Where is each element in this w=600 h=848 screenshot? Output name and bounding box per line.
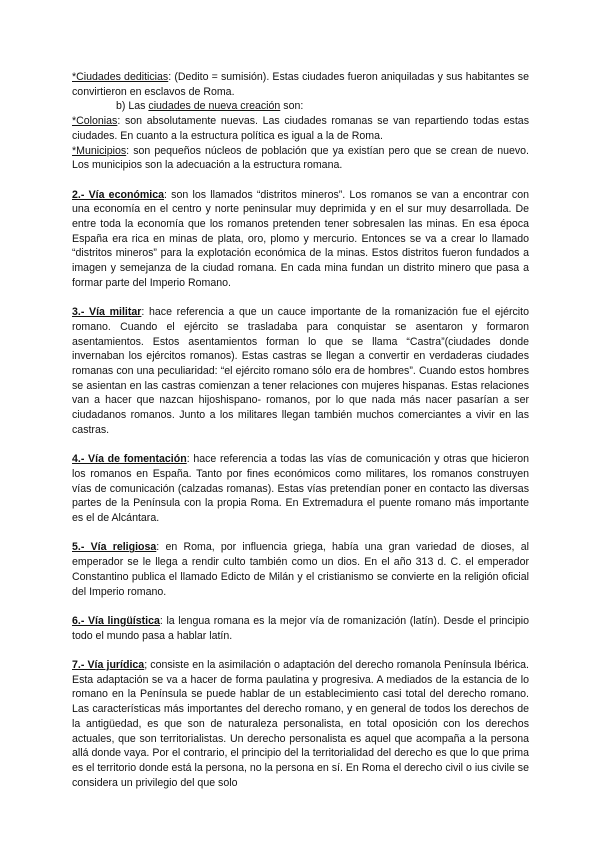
- text-colonias: : son absolutamente nuevas. Las ciudades romanas se van repartiendo todas estas ciudades. En cuanto a la estructura política es igual a la de Roma.: [72, 115, 529, 142]
- section-text: : hace referencia a que un cauce importante de la romanización fue el ejército romano. Cuando el ejército se trasladaba para conquistar se asentaron y formaron asentamientos. Estos asentamientos forman lo que se llama “Castra”(ciudades donde invernaban los ejércitos romanos). Estas castras se llegan a convertir en verdaderas ciudades romanas con una peculiaridad: “el ejército romano sólo era de hombres”. Cuando estos hombres se asientan en las castras comienzan a tener relaciones con mujeres hispanas. Estas relaciones van a hacer que nazcan hijoshispano- romanos, por lo que nada más nacer pasarían a ser ciudadanos romanos. Junto a los militares llegan también muchos comerciantes a vivir en las castras.: [72, 306, 529, 436]
- section-heading: 4.- Vía de fomentación: [72, 453, 187, 466]
- section-via-economica: [72, 188, 529, 291]
- section-via-juridica: [72, 658, 529, 790]
- spacer: [72, 599, 529, 614]
- spacer: [72, 526, 529, 541]
- spacer: [72, 643, 529, 658]
- nueva-prefix: b) Las: [116, 100, 149, 113]
- text-municipios: : son pequeños núcleos de población que ya existían pero que se crean de nuevo. Los municipios son la adecuación a la estructura romana.: [72, 144, 529, 172]
- spacer: [72, 291, 529, 306]
- section-text: : son los llamados “distritos mineros”. Los romanos se van a encontrar con una economía en el centro y norte peninsular muy deprimida y en el sur muy desarrollada. De entre toda la economía que los romanos pretenden tener sobresalen las minas. En esa época España era rica en minas de plata, oro, plomo y mercurio. Entonces se va a crear lo llamado “distritos mineros” para la explotación económica de la minas. Estos distritos fueron fundados a imagen y semejanza de la ciudad romana. En cada mina fundan un distrito minero que pasa a formar parte del Imperio Romano.: [72, 188, 529, 289]
- section-text: : la lengua romana es la mejor vía de romanización (latín). Desde el principio todo el mundo pasa a hablar latín.: [72, 614, 529, 642]
- section-via-fomentacion: [72, 452, 529, 526]
- text-ciudades-dediticias: : (Dedito = sumisión). Estas ciudades fueron aniquiladas y sus habitantes se convirtieron en esclavos de Roma.: [72, 71, 529, 98]
- section-text: : hace referencia a todas las vías de comunicación y otras que hicieron los romanos en España. Tanto por fines económicos como militares, los romanos construyen vías de comunicación (calzadas romanas). Estas vías pretendían poner en contacto las diversas partes de la Península con la propia Roma. En Extremadura el puente romano más importante es el de Alcántara.: [72, 453, 529, 525]
- section-via-religiosa: [72, 540, 529, 599]
- section-via-militar: [72, 305, 529, 437]
- term-municipios: *Municipios: [72, 144, 127, 157]
- term-colonias: *Colonias: [72, 115, 118, 128]
- section-heading: 7.- Vía jurídica: [72, 659, 145, 672]
- term-ciudades-dediticias: *Ciudades dediticias: [72, 71, 169, 83]
- paragraph-ciudades-dediticias: [72, 70, 529, 99]
- spacer: [72, 173, 529, 188]
- paragraph-colonias: [72, 114, 529, 143]
- section-text: : en Roma, por influencia griega, había una gran variedad de dioses, al emperador se le llega a rendir culto también como un dios. En el año 313 d. C. el emperador Constantino publica el llamado Edicto de Milán y el cristianismo se convierte en la religión oficial del Imperio romano.: [72, 541, 529, 598]
- section-heading: 2.- Vía económica: [72, 188, 165, 201]
- section-heading: 5.- Vía religiosa: [72, 541, 157, 554]
- paragraph-nueva-creacion: [72, 99, 529, 114]
- nueva-suffix: son:: [280, 100, 304, 113]
- section-heading: 6.- Vía lingüística: [72, 614, 160, 627]
- section-via-linguistica: [72, 614, 529, 643]
- spacer: [72, 438, 529, 453]
- document-page: [72, 70, 529, 790]
- section-heading: 3.- Vía militar: [72, 306, 142, 319]
- term-nueva-creacion: ciudades de nueva creación: [148, 100, 281, 113]
- paragraph-municipios: [72, 144, 529, 173]
- section-text: ; consiste en la asimilación o adaptación del derecho romanola Península Ibérica. Esta adaptación se va a hacer de forma paulatina y progresiva. A mediados de la estancia de lo romano en la Península se puede hablar de un establecimiento casi total del derecho romano. Las características más importantes del derecho romano, y en general de todos los derechos de la antigüedad, es que son de naturaleza personalista, en total oposición con los derechos actuales, que son territorialistas. Un derecho personalista es aquel que acompaña a la persona allá donde vaya. Por el contrario, el principio del la territorialidad del derecho es que lo que prima es el territorio donde está la persona, no la persona en sí. En Roma el derecho civil o ius civile se considera un privilegio del que solo: [72, 659, 529, 789]
